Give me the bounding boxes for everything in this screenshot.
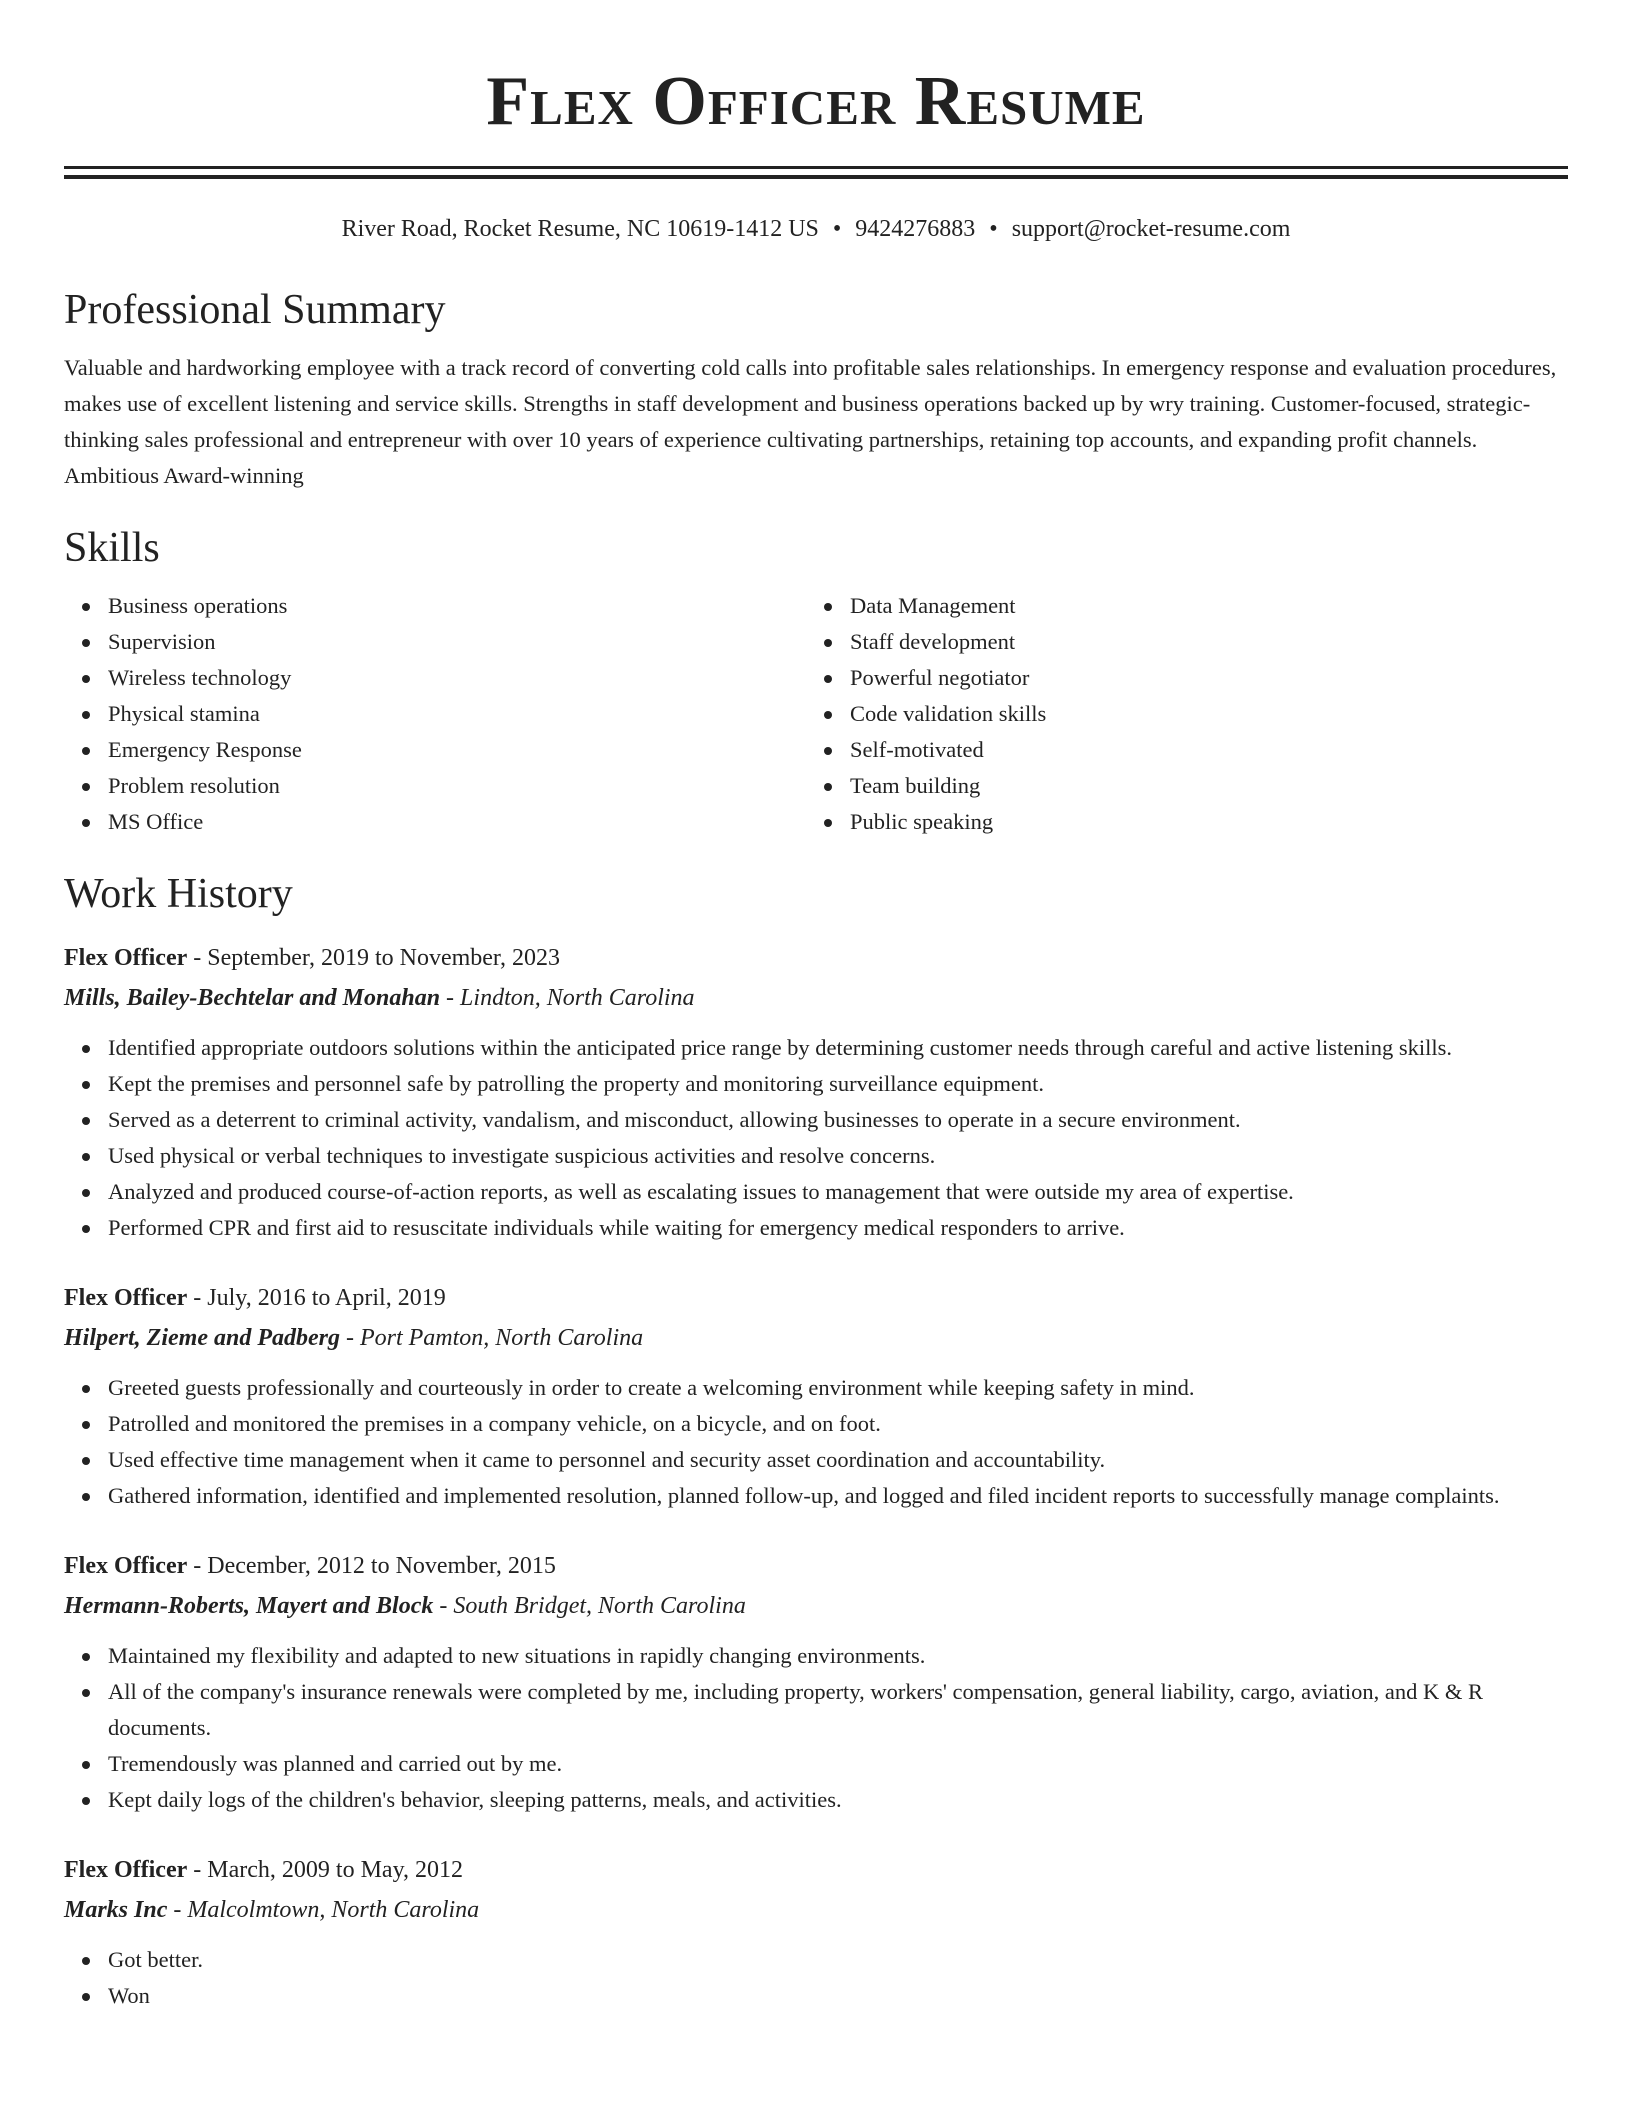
skills-heading: Skills	[64, 525, 160, 571]
skill-item: Team building	[850, 768, 1548, 804]
skill-item: Code validation skills	[850, 696, 1548, 732]
duty-item: Kept daily logs of the children's behavior, sleeping patterns, meals, and activities.	[108, 1782, 1568, 1818]
job-location: Port Pamton, North Carolina	[359, 1325, 644, 1351]
skills-list-left	[64, 588, 806, 840]
job-company: Hilpert, Zieme and Padberg	[64, 1325, 340, 1351]
job-role: Flex Officer	[64, 1553, 188, 1579]
job-company: Mills, Bailey-Bechtelar and Monahan	[64, 985, 441, 1011]
job-dash: -	[187, 1553, 208, 1579]
job-location: Lindton, North Carolina	[460, 985, 695, 1011]
job-dash: -	[187, 1857, 208, 1883]
title-divider	[64, 166, 1568, 178]
job-dates: July, 2016 to April, 2019	[207, 1285, 446, 1311]
job-dates: December, 2012 to November, 2015	[207, 1553, 556, 1579]
resume-title: Flex Officer Resume	[486, 63, 1146, 140]
duty-item: Maintained my flexibility and adapted to new situations in rapidly changing environments.	[108, 1638, 1568, 1674]
work-history-heading: Work History	[64, 871, 293, 917]
job-title-line	[64, 1546, 1568, 1586]
job-title-line	[64, 1278, 1568, 1318]
job-dates: September, 2019 to November, 2023	[207, 945, 560, 971]
duty-item: Performed CPR and first aid to resuscitate individuals while waiting for emergency medical responders to arrive.	[108, 1210, 1568, 1246]
contact-line	[64, 214, 1568, 244]
resume-page	[64, 0, 1568, 2014]
skill-item: Physical stamina	[108, 696, 806, 732]
job-role: Flex Officer	[64, 1285, 188, 1311]
skill-item: Self-motivated	[850, 732, 1548, 768]
duty-item: Got better.	[108, 1942, 1568, 1978]
contact-phone: 9424276883	[855, 216, 976, 242]
skills-columns	[64, 588, 1568, 840]
skill-item: Staff development	[850, 624, 1548, 660]
job-dash: -	[433, 1593, 454, 1619]
duty-item: Won	[108, 1978, 1568, 2014]
duty-item: Used physical or verbal techniques to investigate suspicious activities and resolve concerns.	[108, 1138, 1568, 1174]
duty-item: Served as a deterrent to criminal activity, vandalism, and misconduct, allowing businesses to operate in a secure environment.	[108, 1102, 1568, 1138]
job-dash: -	[339, 1325, 360, 1351]
skills-list-right	[806, 588, 1548, 840]
job-dash: -	[440, 985, 461, 1011]
duty-item: Gathered information, identified and implemented resolution, planned follow-up, and logged and filed incident reports to successfully manage complaints.	[108, 1478, 1568, 1514]
skill-item: Business operations	[108, 588, 806, 624]
skill-item: MS Office	[108, 804, 806, 840]
duty-item: Analyzed and produced course-of-action reports, as well as escalating issues to management that were outside my area of expertise.	[108, 1174, 1568, 1210]
summary-text: Valuable and hardworking employee with a track record of converting cold calls into profitable sales relationships. In emergency response and evaluation procedures, makes use of excellent listening and service skills. Strengths in staff development and business operations backed up by wry training. Customer-focused, strategic-thinking sales professional and entrepreneur with over 10 years of experience cultivating partnerships, retaining top accounts, and expanding profit channels. Ambitious Award-winning	[64, 355, 1557, 488]
duty-item: Patrolled and monitored the premises in a company vehicle, on a bicycle, and on foot.	[108, 1406, 1568, 1442]
job-title-line	[64, 1850, 1568, 1890]
job-dates: March, 2009 to May, 2012	[207, 1857, 464, 1883]
job-entry	[64, 938, 1568, 1246]
divider-line-bottom	[64, 175, 1568, 179]
job-company-line	[64, 1318, 1568, 1358]
duty-item: All of the company's insurance renewals were completed by me, including property, workers' compensation, general liability, cargo, aviation, and K & R documents.	[108, 1674, 1568, 1746]
job-company-line	[64, 1890, 1568, 1930]
skill-item: Problem resolution	[108, 768, 806, 804]
job-duties	[64, 1030, 1568, 1246]
duty-item: Greeted guests professionally and courteously in order to create a welcoming environment while keeping safety in mind.	[108, 1370, 1568, 1406]
contact-email: support@rocket-resume.com	[1011, 216, 1291, 242]
job-company: Hermann-Roberts, Mayert and Block	[64, 1593, 434, 1619]
job-location: South Bridget, North Carolina	[453, 1593, 746, 1619]
skill-item: Supervision	[108, 624, 806, 660]
job-duties	[64, 1370, 1568, 1514]
duty-item: Used effective time management when it came to personnel and security asset coordination and accountability.	[108, 1442, 1568, 1478]
contact-separator: •	[989, 216, 998, 242]
skill-item: Powerful negotiator	[850, 660, 1548, 696]
job-company-line	[64, 978, 1568, 1018]
contact-address: River Road, Rocket Resume, NC 10619-1412 US	[341, 216, 819, 242]
job-dash: -	[187, 1285, 208, 1311]
job-dash: -	[187, 945, 208, 971]
job-role: Flex Officer	[64, 1857, 188, 1883]
job-duties	[64, 1638, 1568, 1818]
job-entry	[64, 1546, 1568, 1818]
divider-line-top	[64, 166, 1568, 169]
duty-item: Tremendously was planned and carried out by me.	[108, 1746, 1568, 1782]
job-duties	[64, 1942, 1568, 2014]
job-role: Flex Officer	[64, 945, 188, 971]
job-entry	[64, 1278, 1568, 1514]
contact-separator: •	[832, 216, 842, 242]
skill-item: Emergency Response	[108, 732, 806, 768]
summary-heading: Professional Summary	[64, 287, 446, 333]
job-entry	[64, 1850, 1568, 2014]
skill-item: Data Management	[850, 588, 1548, 624]
job-dash: -	[167, 1897, 188, 1923]
skill-item: Public speaking	[850, 804, 1548, 840]
job-company: Marks Inc	[64, 1897, 168, 1923]
job-location: Malcolmtown, North Carolina	[187, 1897, 480, 1923]
job-company-line	[64, 1586, 1568, 1626]
duty-item: Kept the premises and personnel safe by patrolling the property and monitoring surveillance equipment.	[108, 1066, 1568, 1102]
duty-item: Identified appropriate outdoors solutions within the anticipated price range by determining customer needs through careful and active listening skills.	[108, 1030, 1568, 1066]
job-title-line	[64, 938, 1568, 978]
skill-item: Wireless technology	[108, 660, 806, 696]
